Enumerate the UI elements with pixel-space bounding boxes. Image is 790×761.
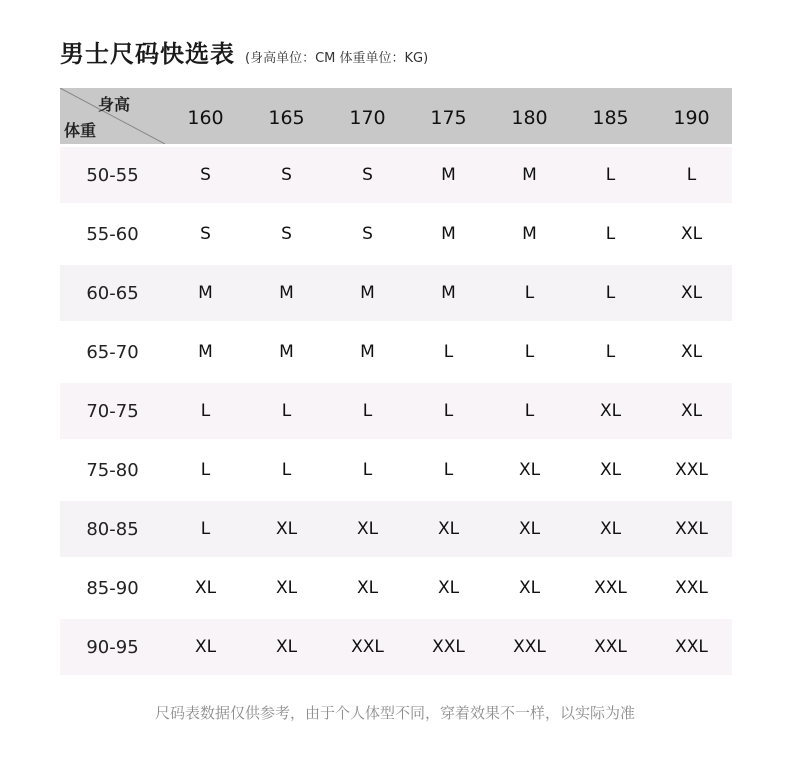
size-cell: L (524, 283, 535, 303)
size-cell: M (198, 342, 213, 362)
size-cell: M (360, 342, 375, 362)
weight-axis-label: 体重 (64, 121, 97, 140)
size-cell: XL (437, 519, 460, 539)
size-cell: S (200, 165, 211, 185)
size-cell: XL (599, 401, 622, 421)
size-cell: S (281, 224, 292, 244)
weight-cell: 60-65 (86, 282, 139, 304)
size-cell: S (200, 224, 211, 244)
height-cell: 170 (349, 107, 386, 129)
weight-cell: 55-60 (86, 223, 139, 245)
height-cell: 190 (673, 107, 710, 129)
size-cell: L (200, 460, 211, 480)
size-cell: M (522, 224, 537, 244)
size-cell: S (362, 224, 373, 244)
units-note: (身高单位：CM 体重单位：KG) (245, 51, 429, 66)
size-cell: L (200, 401, 211, 421)
size-cell: XL (275, 637, 298, 657)
size-cell: M (279, 342, 294, 362)
size-cell: XL (518, 578, 541, 598)
disclaimer-note: 尺码表数据仅供参考，由于个人体型不同，穿着效果不一样，以实际为准 (154, 704, 635, 722)
size-cell: L (443, 460, 454, 480)
height-cell: 185 (592, 107, 629, 129)
page-title: 男士尺码快选表 (60, 40, 235, 68)
size-cell: XXL (675, 578, 708, 598)
size-cell: XL (437, 578, 460, 598)
size-cell: XL (680, 224, 703, 244)
height-cell: 165 (268, 107, 305, 129)
table-row (60, 265, 732, 321)
size-cell: M (279, 283, 294, 303)
size-cell: XL (194, 637, 217, 657)
size-cell: XL (275, 519, 298, 539)
size-cell: L (443, 401, 454, 421)
size-cell: XXL (675, 460, 708, 480)
weight-cell: 90-95 (86, 636, 139, 658)
size-cell: XL (599, 460, 622, 480)
height-axis-label: 身高 (98, 95, 131, 114)
size-cell: S (362, 165, 373, 185)
table-row (60, 383, 732, 439)
size-table (60, 88, 732, 675)
size-cell: L (605, 165, 616, 185)
size-cell: M (441, 283, 456, 303)
size-cell: XL (599, 519, 622, 539)
weight-cell: 75-80 (86, 459, 139, 481)
size-cell: M (441, 224, 456, 244)
height-cell: 180 (511, 107, 548, 129)
size-cell: XXL (675, 519, 708, 539)
height-header-row (60, 88, 732, 144)
size-cell: M (198, 283, 213, 303)
size-cell: L (605, 342, 616, 362)
weight-cell: 65-70 (86, 341, 139, 363)
table-row (60, 560, 732, 616)
size-cell: XL (356, 519, 379, 539)
size-cell: XL (680, 401, 703, 421)
weight-cell: 70-75 (86, 400, 139, 422)
table-row (60, 324, 732, 380)
size-cell: M (360, 283, 375, 303)
table-row (60, 501, 732, 557)
height-cell: 175 (430, 107, 467, 129)
size-cell: XL (275, 578, 298, 598)
weight-cell: 85-90 (86, 577, 139, 599)
table-row (60, 442, 732, 498)
size-cell: L (281, 460, 292, 480)
size-cell: L (281, 401, 292, 421)
size-cell: L (686, 165, 697, 185)
size-cell: XL (194, 578, 217, 598)
size-cell: XXL (675, 637, 708, 657)
corner-cell (60, 88, 165, 144)
size-cell: L (362, 460, 373, 480)
title-block (60, 34, 428, 69)
size-cell: M (441, 165, 456, 185)
size-cell: XL (680, 342, 703, 362)
size-cell: M (522, 165, 537, 185)
size-cell: L (605, 224, 616, 244)
size-cell: L (524, 342, 535, 362)
size-cell: S (281, 165, 292, 185)
size-cell: XL (518, 519, 541, 539)
size-cell: XXL (594, 578, 627, 598)
size-cell: XXL (594, 637, 627, 657)
size-cell: L (362, 401, 373, 421)
height-cell: 160 (187, 107, 224, 129)
size-cell: L (200, 519, 211, 539)
size-cell: XL (680, 283, 703, 303)
size-cell: L (443, 342, 454, 362)
size-cell: XXL (351, 637, 384, 657)
table-row (60, 147, 732, 203)
weight-cell: 80-85 (86, 518, 139, 540)
size-cell: XXL (513, 637, 546, 657)
table-row (60, 619, 732, 675)
size-cell: XXL (432, 637, 465, 657)
size-cell: L (605, 283, 616, 303)
size-cell: XL (518, 460, 541, 480)
size-cell: XL (356, 578, 379, 598)
size-cell: L (524, 401, 535, 421)
table-row (60, 206, 732, 262)
weight-cell: 50-55 (86, 164, 139, 186)
